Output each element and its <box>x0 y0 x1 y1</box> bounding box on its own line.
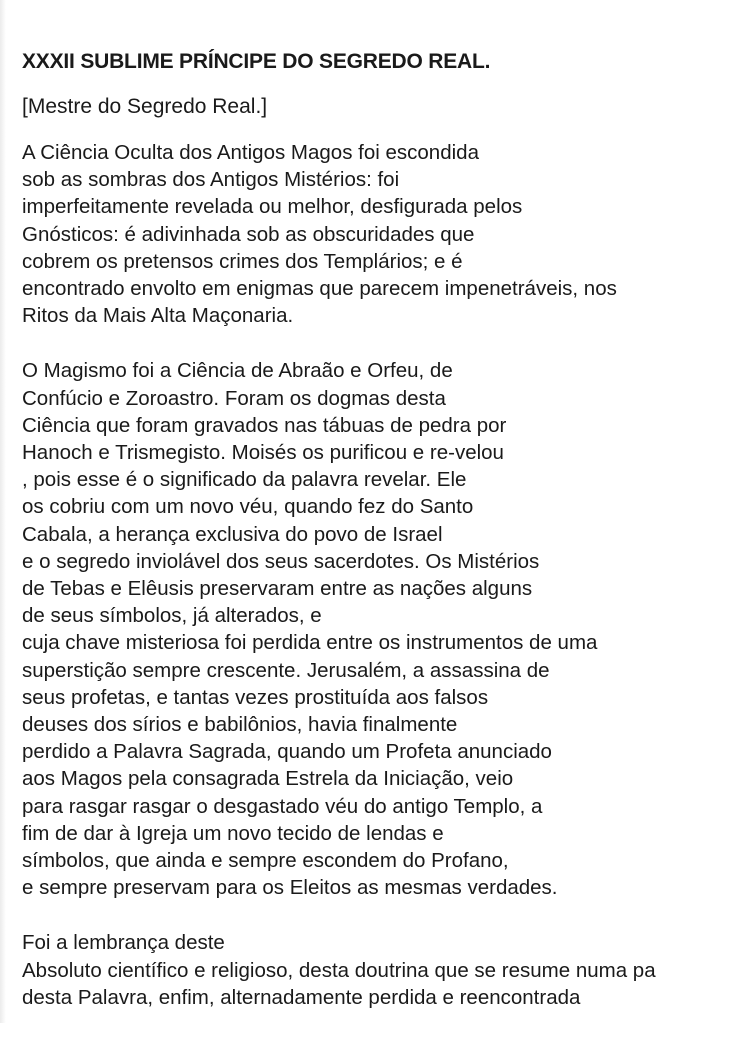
text-line: cuja chave misteriosa foi perdida entre os instrumentos de uma <box>22 631 598 655</box>
paragraph <box>22 357 735 901</box>
text-line: imperfeitamente revelada ou melhor, desfigurada pelos <box>22 195 523 219</box>
text-line: Cabala, a herança exclusiva do povo de Israel <box>22 522 443 546</box>
text-line: Absoluto científico e religioso, desta doutrina que se resume numa pa <box>22 958 656 982</box>
document-title: XXXII SUBLIME PRÍNCIPE DO SEGREDO REAL. <box>22 50 491 73</box>
text-line: superstição sempre crescente. Jerusalém, a assassina de <box>22 658 550 682</box>
text-line: O Magismo foi a Ciência de Abraão e Orfeu, de <box>22 359 453 383</box>
text-line: e sempre preservam para os Eleitos as mesmas verdades. <box>22 876 558 900</box>
text-line: de seus símbolos, já alterados, e <box>22 604 322 628</box>
paragraph <box>22 139 735 329</box>
text-line: aos Magos pela consagrada Estrela da Iniciação, veio <box>22 767 514 791</box>
paragraphs-container <box>22 139 735 1011</box>
text-line: deuses dos sírios e babilônios, havia finalmente <box>22 713 458 737</box>
text-line: sob as sombras dos Antigos Mistérios: foi <box>22 168 400 192</box>
text-line: os cobriu com um novo véu, quando fez do Santo <box>22 495 474 519</box>
document-body <box>22 48 735 1039</box>
text-line: seus profetas, e tantas vezes prostituída aos falsos <box>22 685 489 709</box>
text-line: Confúcio e Zoroastro. Foram os dogmas desta <box>22 386 446 410</box>
text-line: Ritos da Mais Alta Maçonaria. <box>22 304 294 328</box>
page-edge-shadow <box>0 0 6 1023</box>
text-line: Hanoch e Trismegisto. Moisés os purificou e re-velou <box>22 441 504 465</box>
text-line: perdido a Palavra Sagrada, quando um Profeta anunciado <box>22 740 552 764</box>
text-line: para rasgar rasgar o desgastado véu do antigo Templo, a <box>22 794 543 818</box>
text-line: Gnósticos: é adivinhada sob as obscuridades que <box>22 222 475 246</box>
text-line: fim de dar à Igreja um novo tecido de lendas e <box>22 821 444 845</box>
text-line: cobrem os pretensos crimes dos Templários; e é <box>22 249 463 273</box>
text-line: de Tebas e Elêusis preservaram entre as nações alguns <box>22 577 533 601</box>
text-line: , pois esse é o significado da palavra revelar. Ele <box>22 468 467 492</box>
text-line: desta Palavra, enfim, alternadamente perdida e reencontrada <box>22 985 581 1009</box>
text-line: encontrado envolto em enigmas que parecem impenetráveis, nos <box>22 277 617 301</box>
paragraph <box>22 929 735 1011</box>
text-line: símbolos, que ainda e sempre escondem do Profano, <box>22 849 509 873</box>
text-line: e o segredo inviolável dos seus sacerdotes. Os Mistérios <box>22 549 540 573</box>
text-line: A Ciência Oculta dos Antigos Magos foi escondida <box>22 141 479 164</box>
text-line: Ciência que foram gravados nas tábuas de pedra por <box>22 413 507 437</box>
document-subtitle: [Mestre do Segredo Real.] <box>22 95 268 118</box>
text-line: Foi a lembrança deste <box>22 931 225 955</box>
